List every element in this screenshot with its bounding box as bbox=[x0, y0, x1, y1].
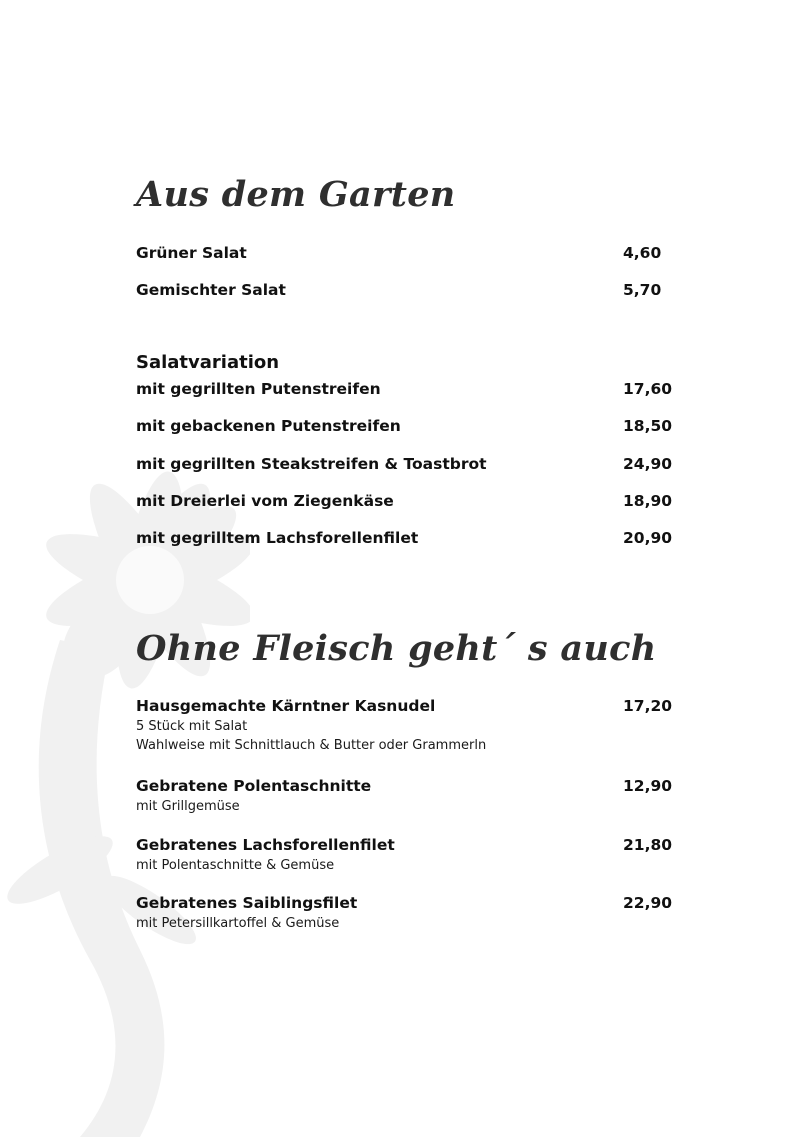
menu-item bbox=[136, 380, 676, 398]
item-name: mit gebackenen Putenstreifen bbox=[136, 417, 401, 435]
item-description: mit Polentaschnitte & Gemüse bbox=[136, 858, 335, 873]
menu-item bbox=[136, 244, 676, 262]
item-description: 5 Stück mit Salat bbox=[136, 719, 248, 734]
menu-item bbox=[136, 417, 676, 435]
item-price: 20,90 bbox=[623, 529, 673, 547]
menu-item bbox=[136, 777, 676, 814]
item-price: 18,50 bbox=[623, 417, 673, 435]
section-title-garden: Aus dem Garten bbox=[136, 174, 456, 215]
item-price: 22,90 bbox=[623, 894, 673, 912]
item-price: 12,90 bbox=[623, 777, 673, 795]
item-price: 4,60 bbox=[623, 244, 662, 262]
menu-item bbox=[136, 492, 676, 510]
item-name: mit gegrillten Putenstreifen bbox=[136, 380, 381, 398]
item-price: 17,20 bbox=[623, 697, 673, 715]
menu-item bbox=[136, 894, 676, 931]
item-name: mit gegrilltem Lachsforellenfilet bbox=[136, 529, 419, 547]
item-name: mit gegrillten Steakstreifen & Toastbrot bbox=[136, 455, 487, 473]
item-name: Grüner Salat bbox=[136, 244, 247, 262]
item-name: Gebratenes Lachsforellenfilet bbox=[136, 836, 395, 854]
item-description: mit Petersillkartoffel & Gemüse bbox=[136, 916, 340, 931]
item-name: Hausgemachte Kärntner Kasnudel bbox=[136, 697, 436, 715]
item-name: Gebratenes Saiblingsfilet bbox=[136, 894, 358, 912]
item-name: Gemischter Salat bbox=[136, 281, 286, 299]
item-description: mit Grillgemüse bbox=[136, 799, 240, 814]
item-name: mit Dreierlei vom Ziegenkäse bbox=[136, 492, 394, 510]
item-name: Gebratene Polentaschnitte bbox=[136, 777, 372, 795]
item-price: 18,90 bbox=[623, 492, 673, 510]
item-price: 21,80 bbox=[623, 836, 673, 854]
menu-item bbox=[136, 281, 676, 299]
item-price: 17,60 bbox=[623, 380, 673, 398]
menu-item bbox=[136, 455, 676, 473]
menu-item bbox=[136, 836, 676, 873]
menu-item bbox=[136, 697, 676, 753]
section-title-vegetarian: Ohne Fleisch geht´ s auch bbox=[136, 628, 657, 669]
menu-item bbox=[136, 529, 676, 547]
salatvariation-heading: Salatvariation bbox=[136, 352, 280, 373]
item-price: 5,70 bbox=[623, 281, 662, 299]
item-description: Wahlweise mit Schnittlauch & Butter oder Grammerln bbox=[136, 738, 487, 753]
item-price: 24,90 bbox=[623, 455, 673, 473]
